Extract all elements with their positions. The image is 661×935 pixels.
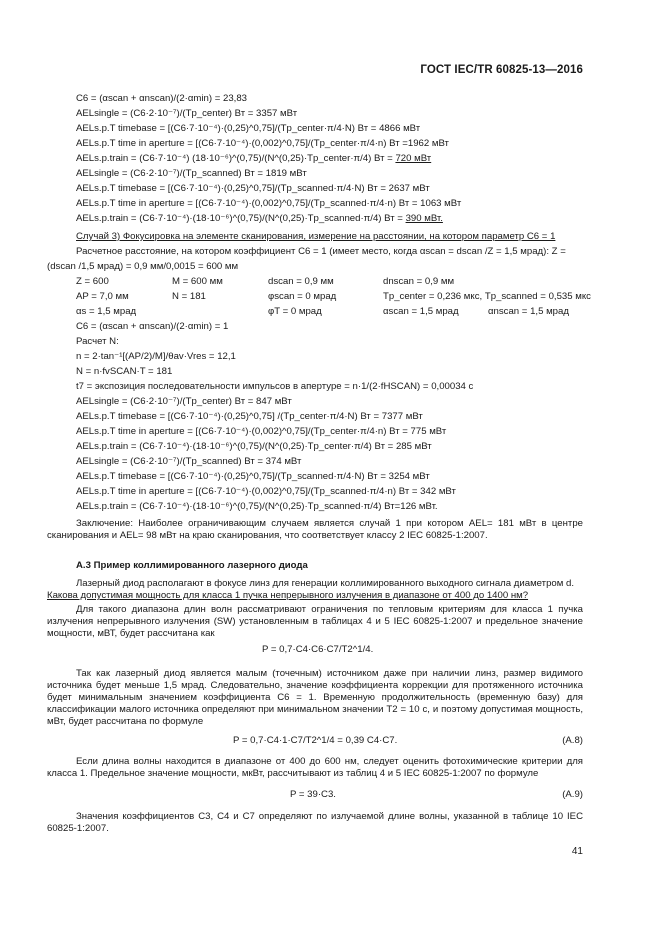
calc2-head-line: n = 2·tan⁻¹[(AP/2)/M]/θav·Vres = 12,1 — [76, 351, 236, 362]
underlined-result: 390 мВт. — [405, 213, 443, 224]
paragraph: Если длина волны находится в диапазоне от 400 до 600 нм, следует оценить фотохимические критерии для класса 1. Предельное значение мощности, мкВт, рассчитывают из таблиц 4 и 5 IEC 60825-1:2007 по формуле — [47, 756, 583, 779]
calc1-line: AELs.p.T timebase = [(C6·7·10⁻⁴)·(0,25)^0,75]/(Tp_scanned·π/4·N) Вт = 2637 мВт — [76, 183, 430, 194]
underlined-result: 720 мВт — [395, 153, 432, 164]
page-number: 41 — [571, 846, 583, 857]
calc2-head-line: Расчет N: — [76, 336, 119, 347]
calc1-line: AELs.p.T time in aperture = [(C6·7·10⁻⁴)·(0,002)^0,75]/(Tp_scanned·π/4·n) Вт = 1063 мВт — [76, 198, 462, 209]
equation-number: (А.8) — [562, 735, 583, 746]
equation-number: (А.9) — [562, 789, 583, 800]
calc1-line: AELsingle = (C6·2·10⁻⁷)/(Tp_scanned) Вт = 1819 мВт — [76, 168, 307, 179]
paragraph: Значения коэффициентов C3, C4 и C7 определяют по излучаемой длине волны, указанной в таблице 10 IEC 60825-1:2007. — [47, 811, 583, 834]
calc2-line: AELs.p.train = (C6·7·10⁻⁴)·(18·10⁻⁶)^(0,75)/(N^(0,25)·Tp_scanned·π/4) Вт=126 мВт. — [76, 501, 438, 512]
calc2-line: AELs.p.train = (C6·7·10⁻⁴)·(18·10⁻⁶)^(0,75)/(N^(0,25)·Tp_center·π/4) Вт = 285 мВт — [76, 441, 432, 452]
param: αs = 1,5 мрад — [76, 306, 137, 317]
document-id: ГОСТ IEC/TR 60825-13—2016 — [420, 64, 583, 76]
intro-line: Лазерный диод располагают в фокусе линз для генерации коллимированного выходного сигнала диаметром d. — [76, 578, 575, 589]
calc1-line: AELs.p.T time in aperture = [(C6·7·10⁻⁴)·(0,002)^0,75]/(Tp_center·π/4·n) Вт =1962 мВт — [76, 138, 449, 149]
param: AP = 7,0 мм — [76, 291, 129, 302]
param: N = 181 — [172, 291, 206, 302]
calc2-head-line: t7 = экспозиция последовательности импульсов в апертуре = n·1/(2·fHSCAN) = 0,00034 с — [76, 381, 474, 392]
calc1-line: AELsingle = (C6·2·10⁻⁷)/(Tp_center) Вт = 3357 мВт — [76, 108, 298, 119]
param: Z = 600 — [76, 276, 109, 287]
equation: P = 39·C3. — [290, 789, 336, 800]
equation: P = 0,7·C4·C6·C7/T2^1/4. — [262, 644, 374, 655]
section-heading: А.3 Пример коллимированного лазерного диода — [76, 560, 308, 571]
calc2-line: AELsingle = (C6·2·10⁻⁷)/(Tp_center) Вт = 847 мВт — [76, 396, 292, 407]
param: dnscan = 0,9 мм — [383, 276, 455, 287]
param: αscan = 1,5 мрад — [383, 306, 459, 317]
case3-title: Случай 3) Фокусировка на элементе сканирования, измерение на расстоянии, на котором параметр C6 = 1 — [76, 231, 556, 242]
param: Tp_center = 0,236 мкс, Tp_scanned = 0,535 мкс — [383, 291, 591, 302]
param: φscan = 0 мрад — [268, 291, 337, 302]
conclusion-paragraph: Заключение: Наиболее ограничивающим случаем является случай 1 при котором AEL= 181 мВт в центре сканирования и AEL= 98 мВт на краю сканирования, что соответствует классу 2 IEC 60825-1:2007. — [47, 518, 583, 541]
param: M = 600 мм — [172, 276, 223, 287]
calc2-line: AELs.p.T timebase = [(C6·7·10⁻⁴)·(0,25)^0,75] /(Tp_center·π/4·N) Вт = 7377 мВт — [76, 411, 423, 422]
param: αnscan = 1,5 мрад — [488, 306, 569, 317]
paragraph: Для такого диапазона длин волн рассматривают ограничения по тепловым критериям для класса 1 пучка излучения непрерывного излучения (SW) установленным в таблицах 4 и 5 IEC 60825-1:2007 и предельное значение мощности, мВТ, будет рассчитана как — [47, 604, 583, 639]
calc1-line: AELs.p.train = (C6·7·10⁻⁴)·(18·10⁻⁶)^(0,75)/(N^(0,25)·Tp_scanned·π/4) Вт = 390 мВт. — [76, 213, 443, 224]
calc1-line: AELs.p.T timebase = [(C6·7·10⁻⁴)·(0,25)^0,75]/(Tp_center·π/4·N) Вт = 4866 мВт — [76, 123, 421, 134]
calc2-line: AELs.p.T time in aperture = [(C6·7·10⁻⁴)·(0,002)^0,75]/(Tp_scanned·π/4·n) Вт = 342 мВт — [76, 486, 456, 497]
calc2-head-line: C6 = (αscan + αnscan)/(2·αmin) = 1 — [76, 321, 229, 332]
calc1-line: C6 = (αscan + αnscan)/(2·αmin) = 23,83 — [76, 93, 248, 104]
param: φT = 0 мрад — [268, 306, 322, 317]
calc2-line: AELsingle = (C6·2·10⁻⁷)/(Tp_scanned) Вт = 374 мВт — [76, 456, 302, 467]
paragraph: Так как лазерный диод является малым (точечным) источником даже при наличии линз, размер видимого источника будет меньше 1,5 мрад. Следовательно, значение коэффициента коррекции для протяженного источника будет минимальным значением коэффициента C6 = 1. Временную продолжительность (временную базу) для классификации малого источника определяют при минимальном значении T2 = 10 с, и поэтому допустимая мощность, мВт, будет рассчитана по формуле — [47, 668, 583, 727]
calc2-line: AELs.p.T timebase = [(C6·7·10⁻⁴)·(0,25)^0,75]/(Tp_scanned·π/4·N) Вт = 3254 мВт — [76, 471, 430, 482]
case3-distance-line: Расчетное расстояние, на котором коэффициент C6 = 1 (имеет место, когда αscan = dscan /Z = 1,5 мрад): Z = — [76, 246, 566, 257]
equation: P = 0,7·C4·1·C7/T2^1/4 = 0,39 C4·C7. — [233, 735, 398, 746]
intro-question: Какова допустимая мощность для класса 1 пучка непрерывного излучения в диапазоне от 400 до 1400 нм? — [47, 590, 529, 601]
calc2-head-line: N = n·fvSCAN·T = 181 — [76, 366, 173, 377]
calc1-line: AELs.p.train = (C6·7·10⁻⁴) (18·10⁻⁶)^(0,75)/(N^(0,25)·Tp_center·π/4) Вт = 720 мВт — [76, 153, 432, 164]
calc2-line: AELs.p.T time in aperture = [(C6·7·10⁻⁴)·(0,002)^0,75]/(Tp_center·π/4·n) Вт = 775 мВт — [76, 426, 447, 437]
case3-distance-line: (dscan /1,5 мрад) = 0,9 мм/0,0015 = 600 мм — [47, 261, 239, 272]
param: dscan = 0,9 мм — [268, 276, 334, 287]
